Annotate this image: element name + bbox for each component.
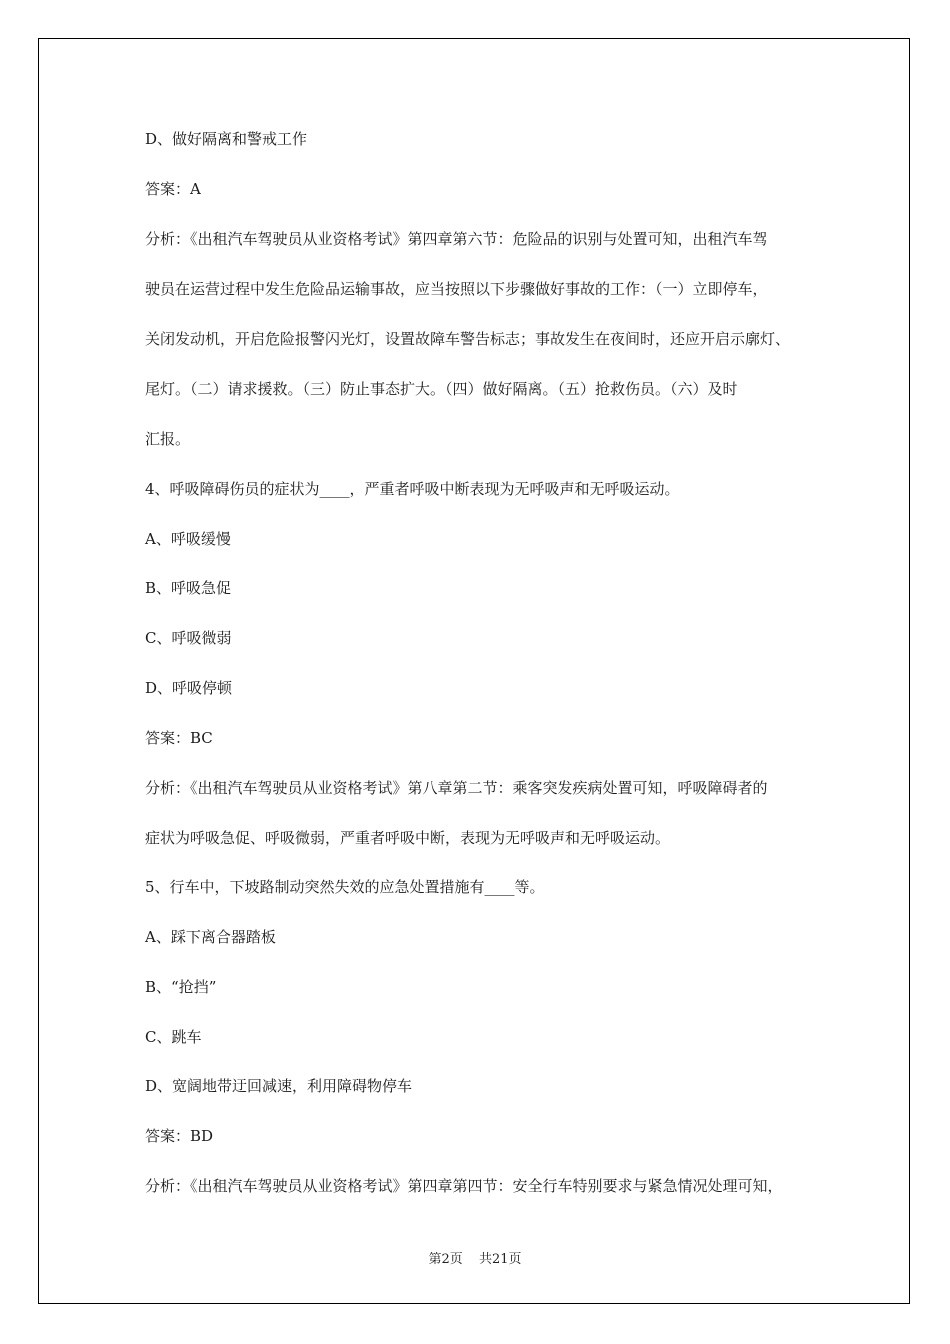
option-c-q5: C、跳车 xyxy=(145,1028,202,1046)
option-a-q4: A、呼吸缓慢 xyxy=(145,530,231,548)
answer-q4: 答案：BC xyxy=(145,729,213,747)
option-b-q4: B、呼吸急促 xyxy=(145,579,232,597)
answer-q3: 答案：A xyxy=(145,180,201,198)
option-c-q4: C、呼吸微弱 xyxy=(145,629,232,647)
page-number: 第2页 xyxy=(428,1252,463,1267)
analysis-q3-line-3: 关闭发动机，开启危险报警闪光灯，设置故障车警告标志；事故发生在夜间时，还应开启示廓灯、 xyxy=(145,330,791,348)
page-border xyxy=(38,38,910,1304)
question-5: 5、行车中，下坡路制动突然失效的应急处置措施有____等。 xyxy=(145,878,545,896)
answer-q5: 答案：BD xyxy=(145,1127,214,1145)
question-4: 4、呼吸障碍伤员的症状为____，严重者呼吸中断表现为无呼吸声和无呼吸运动。 xyxy=(145,480,680,498)
page-footer xyxy=(0,1248,950,1267)
analysis-q4-line-1: 分析：《出租汽车驾驶员从业资格考试》第八章第二节：乘客突发疾病处置可知，呼吸障碍者的 xyxy=(145,779,768,797)
analysis-q5-line-1: 分析：《出租汽车驾驶员从业资格考试》第四章第四节：安全行车特别要求与紧急情况处理可知， xyxy=(145,1177,783,1195)
page-total: 共21页 xyxy=(478,1252,522,1267)
option-d-q3: D、做好隔离和警戒工作 xyxy=(145,130,308,148)
option-b-q5: B、“抢挡” xyxy=(145,978,217,996)
analysis-q4-line-2: 症状为呼吸急促、呼吸微弱，严重者呼吸中断，表现为无呼吸声和无呼吸运动。 xyxy=(145,829,671,847)
analysis-q3-line-2: 驶员在运营过程中发生危险品运输事故，应当按照以下步骤做好事故的工作：（一）立即停车， xyxy=(145,280,768,298)
analysis-q3-line-4: 尾灯。（二）请求援救。（三）防止事态扩大。（四）做好隔离。（五）抢救伤员。（六）及时 xyxy=(145,380,738,398)
option-d-q4: D、呼吸停顿 xyxy=(145,679,233,697)
analysis-q3-line-5: 汇报。 xyxy=(145,430,191,448)
option-d-q5: D、宽阔地带迂回减速，利用障碍物停车 xyxy=(145,1077,413,1095)
analysis-q3-line-1: 分析：《出租汽车驾驶员从业资格考试》第四章第六节：危险品的识别与处置可知，出租汽车驾 xyxy=(145,230,768,248)
option-a-q5: A、踩下离合器踏板 xyxy=(145,928,276,946)
